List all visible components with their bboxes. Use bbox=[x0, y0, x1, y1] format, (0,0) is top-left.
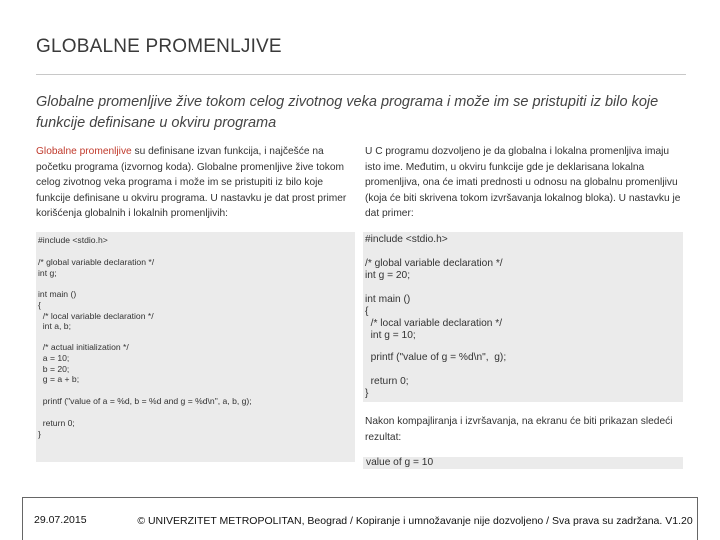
result-description: Nakon kompajliranja i izvršavanja, na ekranu će biti prikazan sledeći rezultat: bbox=[365, 416, 673, 443]
right-description: U C programu dozvoljeno je da globalna i lokalna promenljiva imaju isto ime. Međutim, u okviru funkcije gde je deklarisana lokalna promenljiva, ona će imati prednosti u odnosu na globalnu promenljivu (koja će biti skrivena tokom izvršavanja lokalnog bloka). U nastavku je dat primer: bbox=[365, 146, 681, 219]
code-globals-right: /* global variable declaration */ int g = 20; bbox=[365, 258, 503, 281]
code-main-left: int main () { /* local variable declaration */ int a, b; bbox=[38, 289, 154, 332]
program-output: value of g = 10 bbox=[363, 457, 683, 469]
code-block-right bbox=[363, 232, 683, 402]
highlight-term: Globalne promenljive bbox=[36, 146, 132, 157]
left-description bbox=[36, 144, 356, 222]
footer-left-border bbox=[22, 497, 23, 540]
code-return-right: return 0; } bbox=[365, 376, 409, 399]
code-main-right: int main () { /* local variable declaration */ int g = 10; bbox=[365, 294, 503, 341]
code-return-left: return 0; } bbox=[38, 418, 75, 439]
footer-date: 29.07.2015 bbox=[34, 514, 87, 526]
code-include-right: #include <stdio.h> bbox=[365, 234, 448, 245]
code-block-left bbox=[36, 232, 355, 462]
code-printf-right: printf ("value of g = %d\n", g); bbox=[365, 352, 507, 363]
footer-divider bbox=[22, 497, 698, 498]
code-include-left: #include <stdio.h> bbox=[38, 235, 108, 245]
code-init-left: /* actual initialization */ a = 10; b = 20; g = a + b; bbox=[42, 342, 129, 385]
slide-title: GLOBALNE PROMENLJIVE bbox=[36, 36, 282, 57]
left-description-text: su definisane izvan funkcija, i najčešće na početku programa (izvornog koda). Globalne promenljive žive tokom celog zivotnog veka programa i može im se pristupiti iz bilo koje funkcije definisane u okviru programa. U nastavku je dat prost primer korišćenja globalnih i lokalnih promenljivih: bbox=[36, 146, 347, 219]
code-globals-left: /* global variable declaration */ int g; bbox=[38, 257, 155, 278]
slide-subtitle: Globalne promenljive žive tokom celog zivotnog veka programa i može im se pristupiti iz bilo koje funkcije definisane u okviru programa bbox=[36, 94, 659, 131]
footer-copyright: © UNIVERZITET METROPOLITAN, Beograd / Kopiranje i umnožavanje nije dozvoljeno / Sva prava su zadržana. V1.20 bbox=[137, 515, 693, 527]
code-printf-left: printf ("value of a = %d, b = %d and g = %d\n", a, b, g); bbox=[38, 396, 252, 406]
title-underline bbox=[36, 74, 686, 75]
